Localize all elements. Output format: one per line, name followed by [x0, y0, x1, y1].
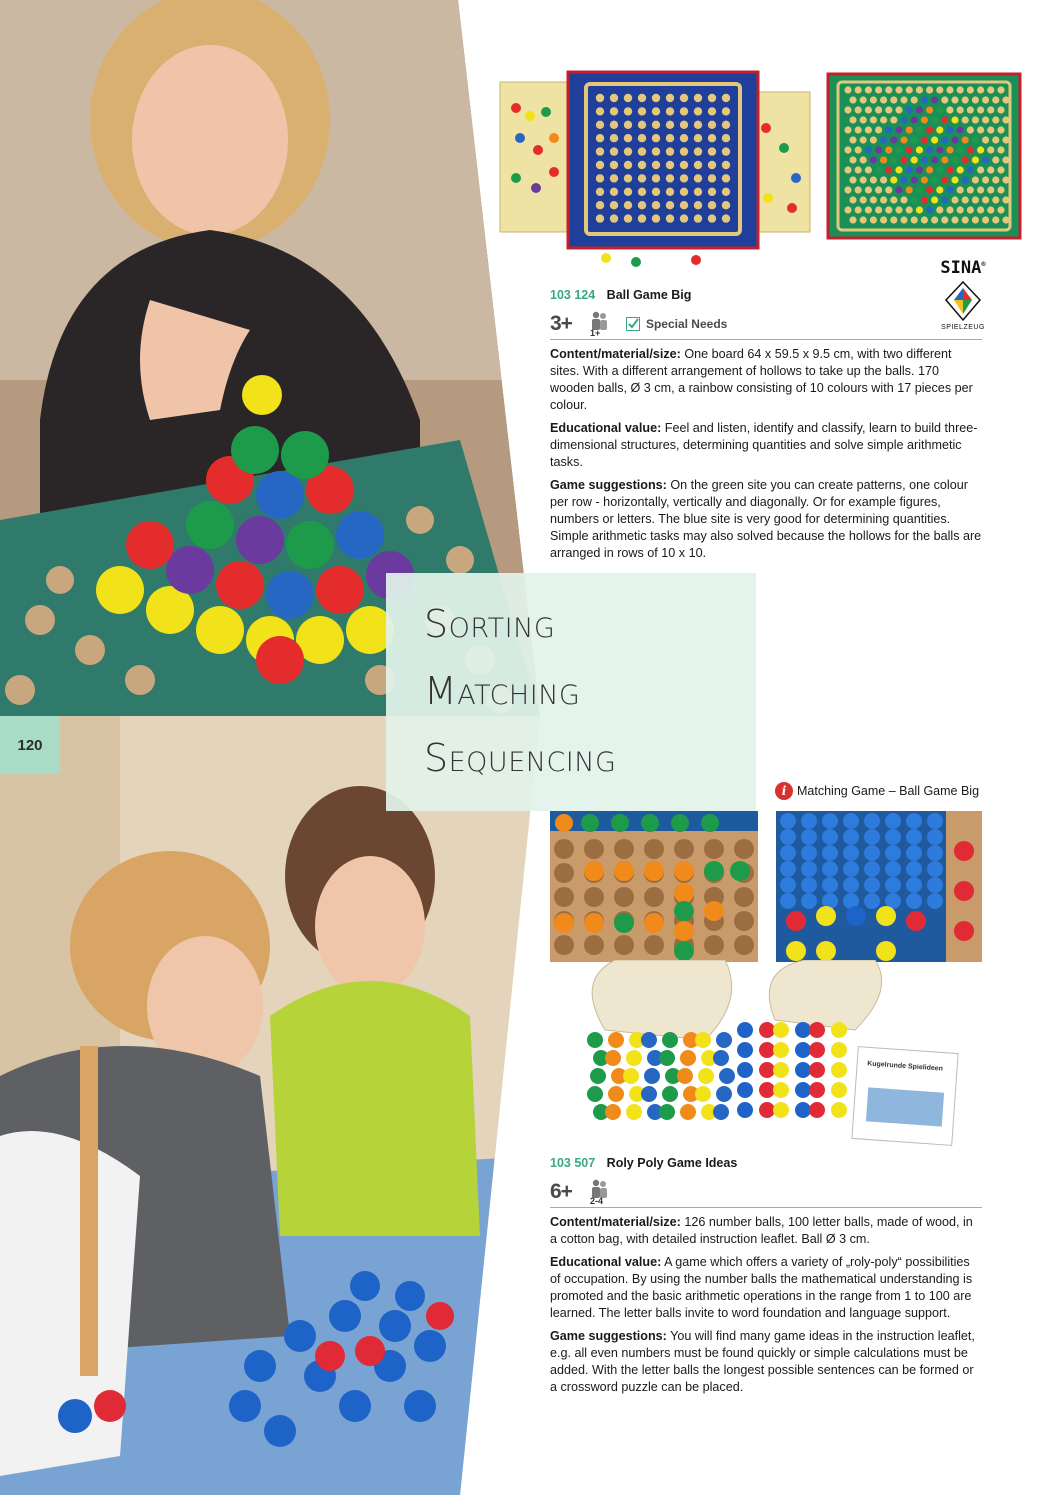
number-board-illustration — [776, 811, 982, 962]
product-name: Roly Poly Game Ideas — [606, 1156, 738, 1170]
educational-paragraph: Educational value: Feel and listen, identify and classify, learn to build three-dimensional structures, determining quantities and solve simple arithmetic tasks. — [550, 421, 978, 469]
players-icon — [588, 311, 610, 337]
players-label: 2-4 — [589, 1196, 603, 1206]
content-paragraph: Content/material/size: One board 64 x 59.5 x 9.5 cm, with two different sites. With a different arrangement of hollows to take up the balls. 170 wooden balls, Ø 3 cm, a rainbow consisting of 10 colours with 17 pieces per colour. — [550, 347, 973, 412]
product-code: 103 124 — [550, 288, 596, 302]
product-roly-poly — [550, 1155, 982, 1396]
product-icon-row — [550, 309, 982, 340]
board-green-illustration — [826, 72, 1022, 248]
product-image-ball-game-blue-side — [496, 68, 814, 270]
special-needs-badge — [626, 317, 727, 331]
info-caption-text: Matching Game – Ball Game Big — [797, 784, 980, 798]
product-ball-game-big — [550, 287, 982, 562]
suggestions-paragraph: Game suggestions: On the green site you can create patterns, one colour per row - horizontally, vertically and diagonally. Or for example figures, numbers or letters. The blue site is very good for determining quantities. Simple arithmetic tasks may also solved because the hollows for the balls are arranged in rows of 10 x 10. — [550, 478, 982, 560]
checkmark-icon — [626, 317, 640, 331]
page-number: 120 — [17, 736, 43, 754]
sina-subtitle: SPIELZEUG — [941, 324, 985, 331]
product-name: Ball Game Big — [606, 288, 692, 302]
photo-number-balls-board — [776, 811, 982, 962]
photo-letter-balls-board — [550, 811, 758, 962]
photo-cotton-bags-and-leaflet — [575, 960, 960, 1150]
bags-illustration — [575, 960, 960, 1150]
letter-board-illustration — [550, 811, 758, 962]
title-line-sorting: Sorting — [424, 602, 556, 646]
product-image-ball-game-green-side — [826, 72, 1022, 248]
educational-paragraph: Educational value: A game which offers a variety of „roly-poly“ possibilities of occupation. By using the number balls the mathematical understanding is promoted and the basic arithmetic operations in the range from 1 to 100 are learned. The letter balls invite to word foundation and language support. — [550, 1255, 973, 1320]
product-heading — [550, 287, 982, 303]
content-paragraph: Content/material/size: 126 number balls, 100 letter balls, made of wood, in a cotton bag, with detailed instruction leaflet. Ball Ø 3 cm. — [550, 1215, 973, 1246]
info-icon: i — [775, 782, 793, 800]
product-heading — [550, 1155, 982, 1171]
suggestions-paragraph: Game suggestions: You will find many game ideas in the instruction leaflet, e.g. all even numbers must be found quickly or simple calculations must be added. With the letter balls the longest possible sentences can be formed or a crossword puzzle can be placed. — [550, 1329, 975, 1394]
age-badge: 6+ — [550, 1180, 572, 1203]
board-blue-illustration — [496, 68, 814, 270]
page-number-tab — [0, 716, 60, 774]
photo-girls-playing-balls — [0, 716, 540, 1495]
info-caption — [775, 782, 979, 800]
players-label: 1+ — [589, 328, 601, 338]
sina-brand: SINA® — [940, 258, 986, 278]
title-line-matching: Matching — [424, 669, 581, 713]
product-icon-row — [550, 1177, 982, 1208]
photo-illustration-bottom — [0, 716, 540, 1495]
section-title-panel — [386, 573, 756, 811]
players-icon — [588, 1179, 610, 1205]
leaflet-title: Kugelrunde Spielideen — [866, 1060, 944, 1073]
special-needs-label: Special Needs — [645, 317, 728, 331]
age-badge: 3+ — [550, 312, 572, 335]
product-code: 103 507 — [550, 1156, 596, 1170]
title-line-sequencing: Sequencing — [424, 736, 617, 780]
